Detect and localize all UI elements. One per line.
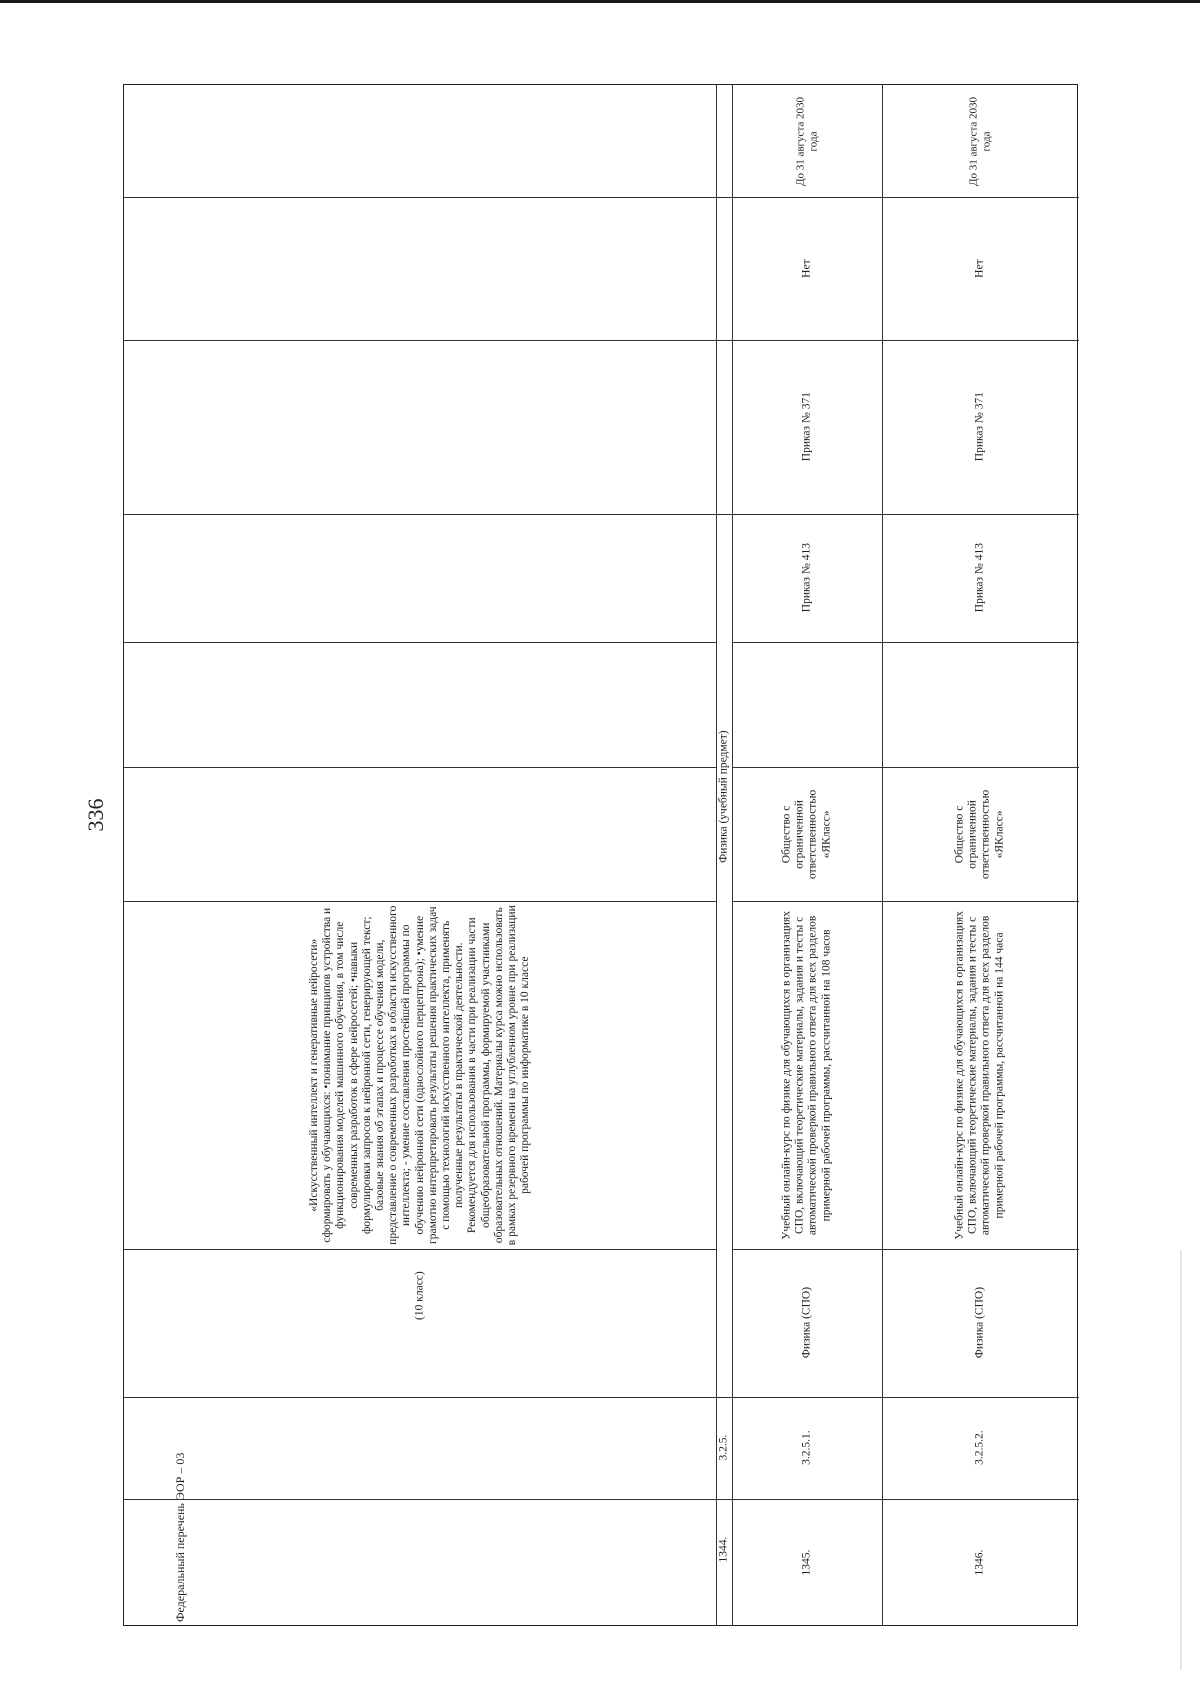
row1346-org: Общество с ограниченной ответственностью «ЯКласс» — [953, 789, 1005, 879]
row1346-flag: Нет — [972, 259, 985, 278]
row1346-term: До 31 августа 2030 года — [967, 96, 992, 186]
row1345-description-cell — [732, 901, 882, 1249]
col-divider — [124, 642, 716, 643]
row1346-order1: Приказ № 413 — [972, 543, 985, 613]
row1345-code-cell — [732, 1397, 882, 1499]
row1345-term: До 31 августа 2030 года — [794, 96, 819, 186]
section-header: Физика (учебный предмет) — [717, 730, 730, 864]
row1346-order2-cell — [882, 340, 1077, 514]
row0-description-cell — [124, 901, 716, 1249]
row1345-id-cell — [732, 1499, 882, 1627]
row0-name-cell — [124, 1249, 716, 1397]
section-code-cell — [716, 1397, 732, 1499]
row0-name: (10 класс) — [413, 1271, 426, 1320]
page-number: 336 — [83, 798, 108, 832]
row1346-term-cell — [882, 85, 1077, 197]
row1345-id: 1345. — [800, 1550, 813, 1576]
section-header-cell — [716, 197, 732, 1397]
row1346-name: Физика (СПО) — [972, 1287, 985, 1359]
section-id-cell — [716, 1499, 732, 1601]
row1345-term-cell — [732, 85, 882, 197]
page-top-border — [0, 0, 1200, 3]
resource-table — [123, 84, 1078, 1626]
row1346-code: 3.2.5.2. — [972, 1430, 985, 1466]
row1345-order2-cell — [732, 340, 882, 514]
row1346-id-cell — [882, 1499, 1077, 1627]
row1345-name: Физика (СПО) — [800, 1287, 813, 1359]
row1346-description: Учебный онлайн-курс по физике для обучающихся в организациях СПО, включающий теоретические материалы, задания и тесты с автоматической проверкой правильного ответа для всех разделов примерной рабочей программы, рассчитанной на 144 часа — [953, 910, 1005, 1240]
page-footer: Федеральный перечень ЭОР – 03 — [173, 1452, 187, 1622]
row1345-description: Учебный онлайн-курс по физике для обучающихся в организациях СПО, включающий теоретические материалы, задания и тесты с автоматической проверкой правильного ответа для всех разделов примерной рабочей программы, рассчитанной на 108 часов — [780, 910, 833, 1240]
row1346-code-cell — [882, 1397, 1077, 1499]
row1345-org: Общество с ограниченной ответственностью «ЯКласс» — [780, 789, 833, 879]
row1345-flag-cell — [732, 197, 882, 340]
row1346-description-cell — [882, 901, 1077, 1249]
row1345-order1-cell — [732, 514, 882, 642]
row1345-name-cell — [732, 1249, 882, 1397]
row1345-flag: Нет — [800, 259, 813, 278]
row1346-order2: Приказ № 371 — [972, 392, 985, 462]
row1345-order2: Приказ № 371 — [800, 392, 813, 462]
row1346-order1-cell — [882, 514, 1077, 642]
section-id: 1344. — [717, 1537, 730, 1563]
row1346-name-cell — [882, 1249, 1077, 1397]
row1346-org-cell — [882, 767, 1077, 901]
section-code: 3.2.5. — [717, 1435, 730, 1461]
row1345-order1: Приказ № 413 — [800, 543, 813, 613]
row0-description: «Искусственный интеллект и генеративные нейросети» сформировать у обучающихся: •понимание принципов устройства и функционирования моделей машинного обучения, в том числе современных разработок в сфере нейросетей; •навыки формулировки запросов к нейронной сети, генерирующей текст; базовые знания об этапах и процессе обучения модели, представление о современных разработках в области искусственного интеллекта; - умение составления простейшей программы по обучению нейронной сети (однослойного перцептрона); •умение грамотно интерпретировать результаты решения практических задач с помощью технологий искусственного интеллекта, применять полученные результаты в практической деятельности. Рекомендуется для использования в части при реализации части общеобразовательной программы, формируемой участниками образовательных отношений. Материалы курса можно использовать в рамках резервного времени на углубленном уровне при реализации рабочей программы по информатике в 10 классе — [307, 905, 532, 1245]
row1345-code: 3.2.5.1. — [800, 1430, 813, 1466]
col-divider — [124, 767, 716, 768]
col-divider — [732, 642, 1079, 643]
row1346-flag-cell — [882, 197, 1077, 340]
scan-edge-mark — [1180, 1250, 1182, 1670]
row1345-org-cell — [732, 767, 882, 901]
row1346-id: 1346. — [972, 1550, 985, 1576]
